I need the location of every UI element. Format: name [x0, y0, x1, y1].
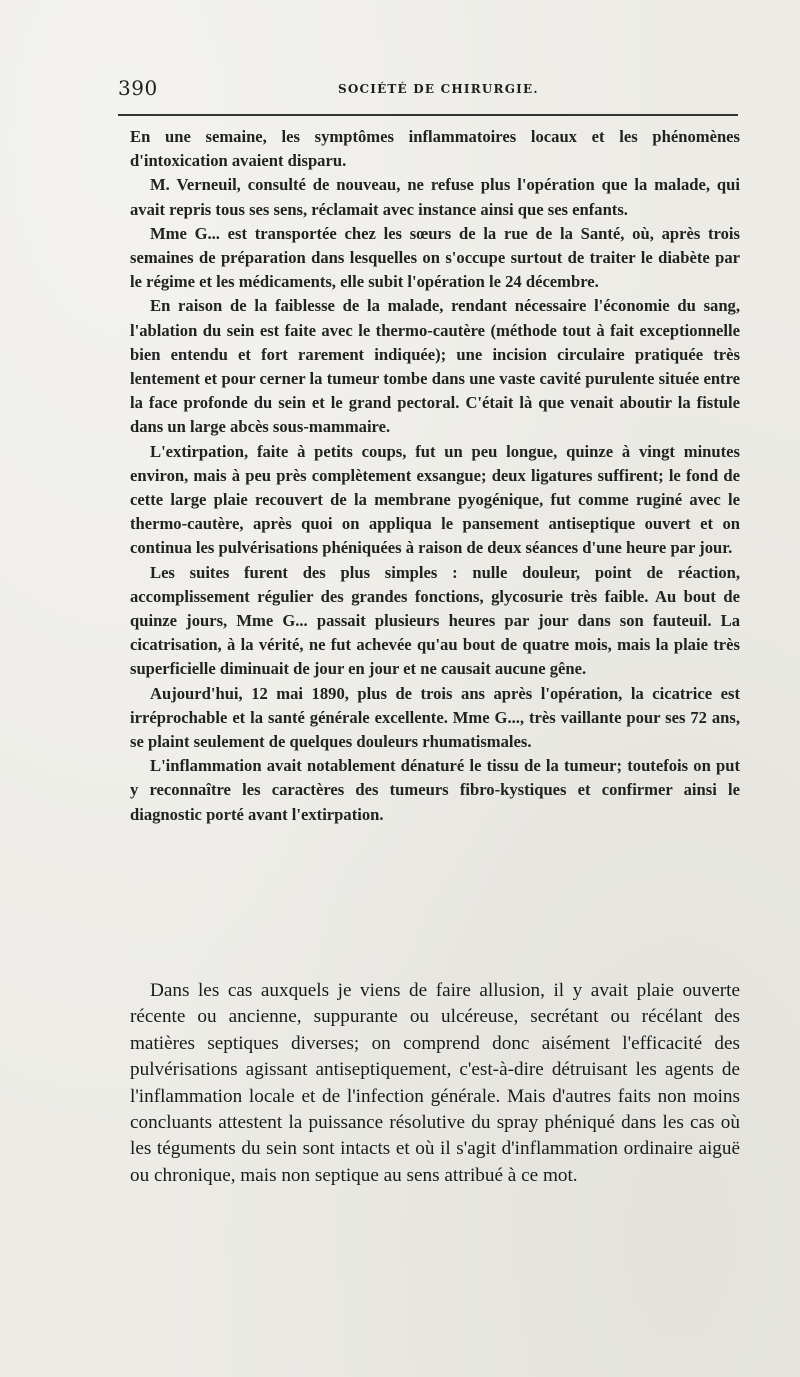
paragraph-5: L'extirpation, faite à petits coups, fut un peu longue, quinze à vingt minutes environ, mais à peu près complètement exsangue; deux ligatures suffirent; le fond de cette large plaie recouvert de la membrane pyogénique, fut comme ruginé avec le thermo-cautère, après quoi on appliqua le pansement antiseptique ouvert et on continua les pulvérisations phéniquées à raison de deux séances d'une heure par jour. [130, 441, 740, 558]
case-report [130, 125, 740, 827]
header-rule [118, 114, 738, 116]
paragraph-7: Aujourd'hui, 12 mai 1890, plus de trois ans après l'opération, la cicatrice est irréprochable et la santé générale excellente. Mme G..., très vaillante pour ses 72 ans, se plaint seulement de quelques douleurs rhumatismales. [130, 683, 740, 752]
paragraph-6: Les suites furent des plus simples : nulle douleur, point de réaction, accomplissement régulier des grandes fonctions, glycosurie très faible. Au bout de quinze jours, Mme G... passait plusieurs heures par jour dans son fauteuil. La cicatrisation, à la vérité, ne fut achevée qu'au bout de quatre mois, mais la plaie très superficielle diminuait de jour en jour et ne causait aucune gêne. [130, 562, 740, 679]
paragraph-2: M. Verneuil, consulté de nouveau, ne refuse plus l'opération que la malade, qui avait repris tous ses sens, réclamait avec instance ainsi que ses enfants. [130, 175, 740, 219]
paragraph-4: En raison de la faiblesse de la malade, rendant nécessaire l'économie du sang, l'ablation du sein est faite avec le thermo-cautère (méthode tout à fait exceptionnelle bien entendu et fort rarement indiquée); une incision circulaire pratiquée très lentement et pour cerner la tumeur tombe dans une vaste cavité purulente située entre la face profonde du sein et le grand pectoral. C'était là que venait aboutir la fistule dans un large abcès sous-mammaire. [130, 296, 740, 437]
main-paragraph: Dans les cas auxquels je viens de faire allusion, il y avait plaie ouverte récente ou ancienne, suppurante ou ulcéreuse, secrétant ou récélant des matières septiques diverses; on comprend donc aisément l'efficacité des pulvérisations agissant antiseptiquement, c'est-à-dire détruisant les agents de l'inflammation locale et de l'infection générale. Mais d'autres faits non moins concluants attestent la puissance résolutive du spray phéniqué dans les cas où les téguments du sein sont intacts et où il s'agit d'inflammation ordinaire aiguë ou chronique, mais non septique au sens attribué à ce mot. [130, 980, 740, 1186]
paragraph-1: En une semaine, les symptômes inflammatoires locaux et les phénomènes d'intoxication avaient disparu. [130, 127, 740, 171]
running-head: SOCIÉTÉ DE CHIRURGIE. [338, 82, 539, 96]
paragraph-3: Mme G... est transportée chez les sœurs de la rue de la Santé, où, après trois semaines de préparation dans lesquelles on s'occupe surtout de traiter le diabète par le régime et les médicaments, elle subit l'opération le 24 décembre. [130, 223, 740, 292]
main-discussion [130, 978, 740, 1189]
paragraph-8: L'inflammation avait notablement dénaturé le tissu de la tumeur; toutefois on put y reconnaître les caractères des tumeurs fibro-kystiques et confirmer ainsi le diagnostic porté avant l'extirpation. [130, 756, 740, 824]
page-number: 390 [118, 76, 158, 100]
page-header [118, 72, 738, 112]
